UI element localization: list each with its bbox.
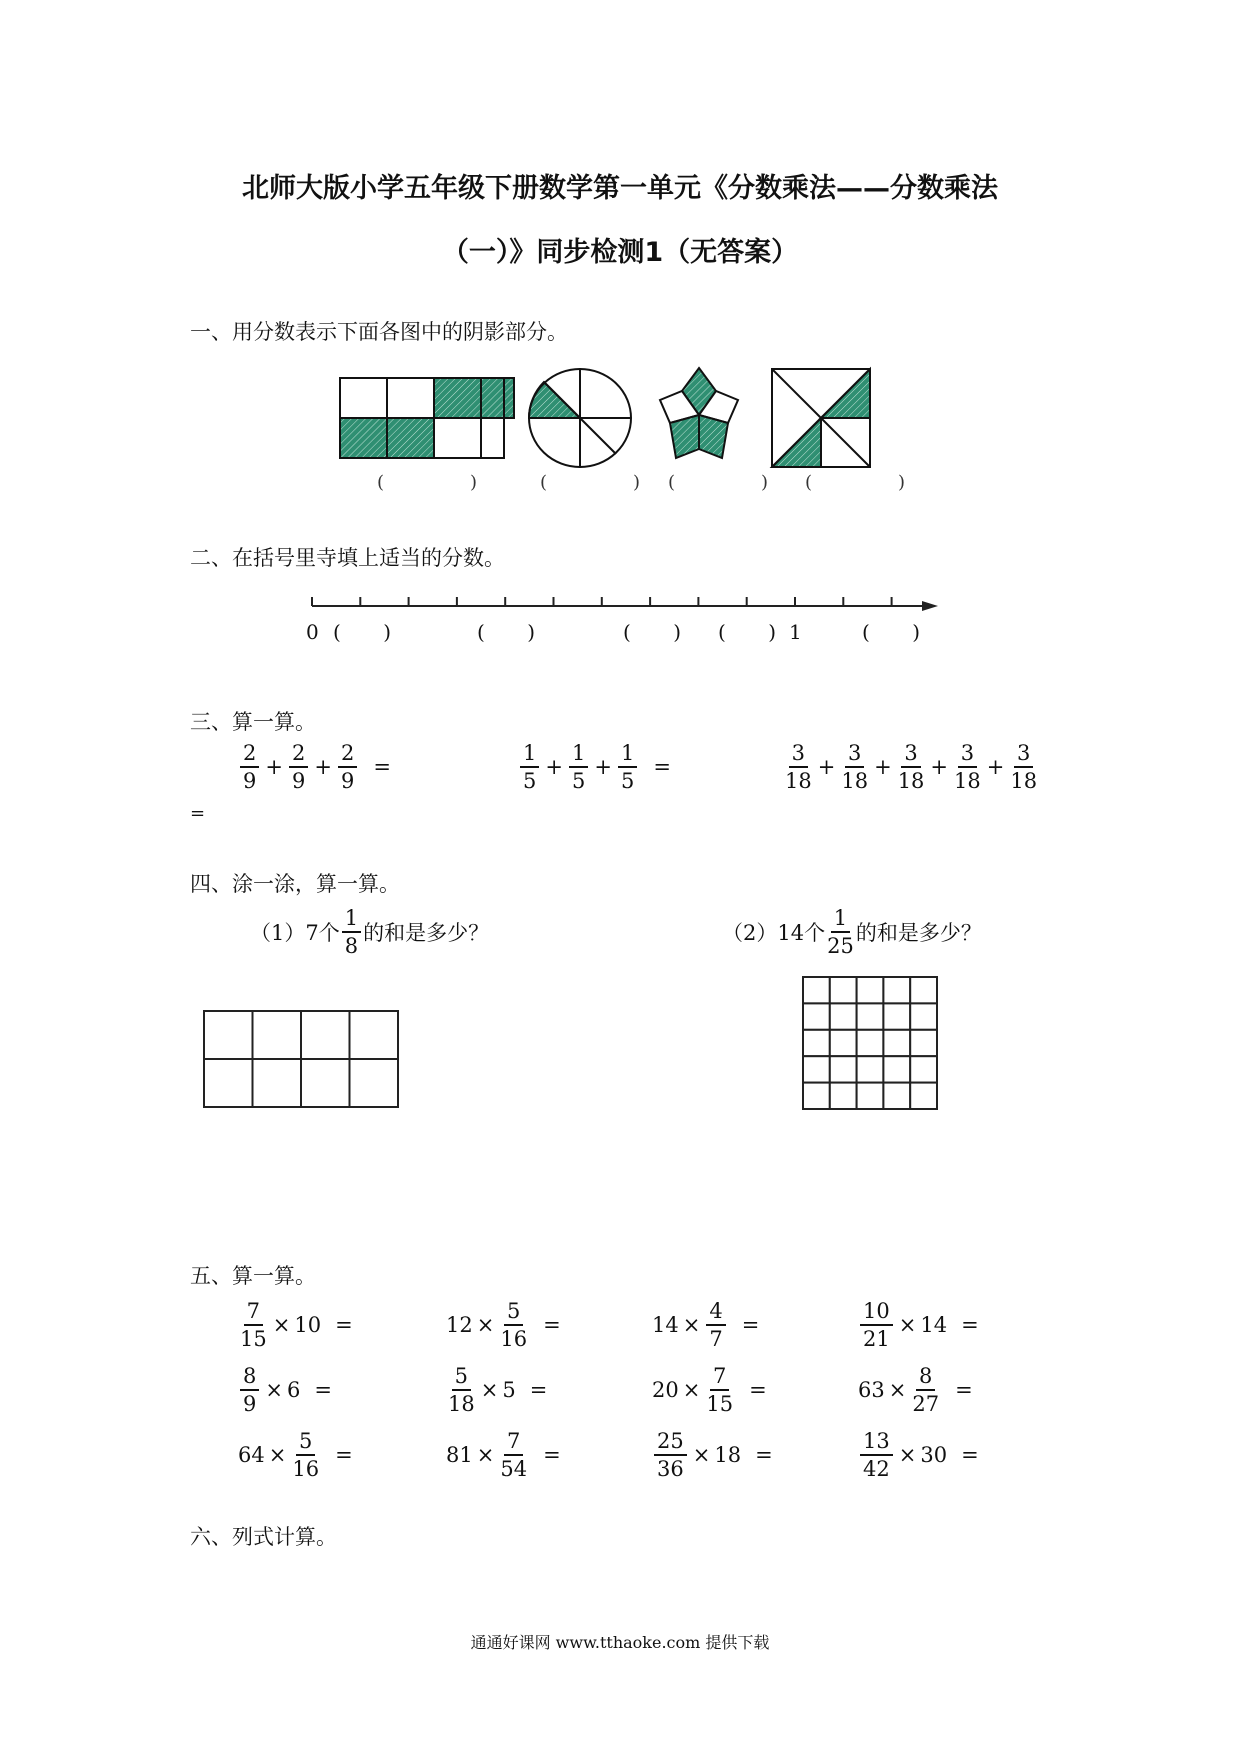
denominator: 18 [785, 769, 812, 793]
grid-2x4[interactable] [203, 1010, 399, 1108]
q2-prefix: （2）14个 [722, 921, 826, 945]
numerator: 2 [338, 740, 357, 768]
grid-5x5[interactable] [802, 976, 938, 1110]
multiplication-expression [652, 1363, 771, 1417]
grid-cell[interactable] [350, 1011, 399, 1059]
numerator: 3 [1014, 740, 1033, 768]
sum-expression-3 [783, 740, 1039, 794]
number-line-blank-3[interactable]: ( ) [623, 620, 681, 644]
grid-cell[interactable] [857, 977, 884, 1003]
whole-number: 81 [446, 1443, 473, 1467]
fraction [500, 1428, 527, 1482]
footer: 通通好课网 www.tthaoke.com 提供下载 [470, 1633, 770, 1652]
multiplication-expression [446, 1428, 565, 1482]
equals-sign: = [749, 1378, 767, 1402]
grid-cell[interactable] [857, 1030, 884, 1056]
times-sign: × [888, 1378, 907, 1402]
multiplication-expression [652, 1298, 763, 1352]
numerator: 1 [342, 905, 361, 933]
grid-cell[interactable] [301, 1011, 350, 1059]
whole-number: 64 [238, 1443, 265, 1467]
answer-blank-4[interactable]: ( ) [805, 472, 905, 493]
fraction [860, 1428, 893, 1482]
fraction [500, 1298, 527, 1352]
numerator: 3 [958, 740, 977, 768]
times-sign: × [480, 1378, 499, 1402]
fraction [342, 905, 361, 959]
zero-label: 0 [306, 620, 319, 644]
grid-cell[interactable] [204, 1011, 253, 1059]
grid-cell[interactable] [857, 1056, 884, 1082]
numerator: 1 [618, 740, 637, 768]
q2-suffix: 的和是多少？ [855, 921, 982, 945]
fraction [240, 1298, 267, 1352]
fraction [827, 905, 854, 959]
times-sign: × [682, 1378, 701, 1402]
grid-cell[interactable] [857, 1083, 884, 1109]
plus-sign: + [986, 755, 1005, 779]
grid-cell[interactable] [830, 1083, 857, 1109]
sum-expression-1 [238, 740, 395, 794]
whole-number: 14 [652, 1313, 679, 1337]
square-figure [772, 369, 870, 467]
fraction [954, 740, 981, 794]
equals-sign: = [741, 1313, 760, 1337]
one-label: 1 [789, 620, 802, 644]
times-sign: × [272, 1313, 291, 1337]
denominator: 36 [657, 1457, 684, 1481]
multiplication-expression [858, 1428, 983, 1482]
denominator: 25 [827, 934, 854, 958]
multiplication-expression [238, 1298, 357, 1352]
fraction [520, 740, 539, 794]
answer-blank-2[interactable]: ( ) [540, 472, 640, 493]
equals-sign: = [955, 1378, 973, 1402]
star-figure [660, 368, 738, 458]
grid-cell[interactable] [803, 1003, 830, 1029]
multiplication-expression [238, 1363, 336, 1417]
grid-cell[interactable] [883, 1030, 910, 1056]
circle-figure [529, 369, 631, 467]
denominator: 9 [243, 1392, 257, 1416]
whole-number: 20 [652, 1378, 679, 1402]
grid-cell[interactable] [830, 1056, 857, 1082]
wrapped-equals: = [190, 803, 206, 824]
answer-blank-1[interactable]: ( ) [377, 472, 477, 493]
denominator: 5 [571, 769, 586, 793]
whole-number: 30 [920, 1443, 948, 1467]
grid-cell[interactable] [803, 1030, 830, 1056]
fraction [706, 1298, 725, 1352]
q1-suffix: 的和是多少？ [363, 921, 490, 945]
numerator: 5 [504, 1298, 523, 1326]
plus-sign: + [314, 755, 332, 779]
grid-cell[interactable] [253, 1011, 302, 1059]
denominator: 54 [500, 1457, 528, 1481]
equals-sign: = [653, 755, 671, 779]
numerator: 8 [916, 1363, 935, 1391]
arrow-head [922, 601, 938, 611]
grid-cell[interactable] [857, 1003, 884, 1029]
grid-cell[interactable] [830, 1030, 857, 1056]
numerator: 5 [296, 1428, 315, 1456]
plus-sign: + [265, 755, 283, 779]
numerator: 25 [654, 1428, 687, 1456]
number-line-blank-4[interactable]: ( ) [718, 620, 776, 644]
grid-cell[interactable] [830, 1003, 857, 1029]
numerator: 7 [710, 1363, 729, 1391]
multiplication-expression [858, 1298, 983, 1352]
whole-number: 63 [858, 1378, 885, 1402]
grid-cell[interactable] [883, 1003, 910, 1029]
multiplication-expression [446, 1363, 551, 1417]
grid-cell[interactable] [204, 1059, 253, 1107]
denominator: 27 [912, 1392, 940, 1416]
number-line-blank-5[interactable]: ( ) [862, 620, 920, 644]
section-6-heading: 六、列式计算。 [190, 1525, 337, 1549]
times-sign: × [692, 1443, 711, 1467]
fraction [448, 1363, 475, 1417]
numerator: 7 [244, 1298, 263, 1326]
numerator: 3 [901, 740, 920, 768]
plus-sign: + [594, 755, 612, 779]
denominator: 18 [448, 1392, 475, 1416]
denominator: 5 [523, 769, 537, 793]
section-3-heading: 三、算一算。 [190, 710, 316, 734]
equals-sign: = [314, 1378, 332, 1402]
numerator: 7 [504, 1428, 523, 1456]
sum-expression-2 [518, 740, 675, 794]
grid-cell[interactable] [803, 977, 830, 1003]
fraction [338, 740, 357, 794]
equals-sign: = [961, 1443, 979, 1467]
times-sign: × [476, 1313, 495, 1337]
title-line-1: 北师大版小学五年级下册数学第一单元《分数乘法——分数乘法 [242, 173, 998, 204]
numerator: 10 [860, 1298, 893, 1326]
plus-sign: + [817, 755, 836, 779]
times-sign: × [476, 1443, 495, 1467]
whole-number: 12 [446, 1313, 473, 1337]
fraction [569, 740, 588, 794]
equals-sign: = [755, 1443, 773, 1467]
equals-sign: = [373, 755, 391, 779]
times-sign: × [898, 1313, 917, 1337]
q1-prefix: （1）7个 [250, 921, 340, 945]
grid-cell[interactable] [803, 1083, 830, 1109]
fraction [785, 740, 812, 794]
grid-cell[interactable] [883, 1083, 910, 1109]
numerator: 4 [706, 1298, 725, 1326]
multiplication-expression [652, 1428, 777, 1482]
grid-cell[interactable] [883, 1056, 910, 1082]
fraction [1010, 740, 1037, 794]
numerator: 2 [289, 740, 308, 768]
numerator: 8 [240, 1363, 259, 1391]
equals-sign: = [529, 1378, 548, 1402]
denominator: 21 [863, 1327, 890, 1351]
fraction [898, 740, 925, 794]
answer-blank-3[interactable]: ( ) [668, 472, 768, 493]
denominator: 18 [897, 769, 925, 793]
denominator: 9 [291, 769, 306, 793]
grid-cell[interactable] [910, 1083, 937, 1109]
equals-sign: = [335, 1313, 353, 1337]
grid-cell[interactable] [350, 1059, 399, 1107]
denominator: 8 [344, 934, 359, 958]
numerator: 5 [452, 1363, 471, 1391]
grid-cell[interactable] [830, 977, 857, 1003]
fraction [860, 1298, 893, 1352]
fraction [841, 740, 868, 794]
denominator: 18 [841, 769, 869, 793]
question-4-2 [722, 905, 982, 959]
denominator: 18 [954, 769, 981, 793]
section-4-heading: 四、涂一涂，算一算。 [190, 872, 400, 896]
fraction [240, 740, 259, 794]
title-line-2: （一）》同步检测1（无答案） [441, 237, 799, 268]
numerator: 1 [831, 905, 850, 933]
plus-sign: + [930, 755, 949, 779]
fraction [654, 1428, 687, 1482]
numerator: 3 [845, 740, 864, 768]
number-line-blank-1[interactable]: ( ) [333, 620, 391, 644]
whole-number: 10 [294, 1313, 322, 1337]
times-sign: × [898, 1443, 917, 1467]
denominator: 16 [292, 1457, 320, 1481]
numerator: 3 [789, 740, 808, 768]
plus-sign: + [545, 755, 563, 779]
times-sign: × [682, 1313, 701, 1337]
whole-number: 14 [920, 1313, 948, 1337]
numerator: 1 [569, 740, 588, 768]
grid-cell[interactable] [803, 1056, 830, 1082]
fraction [912, 1363, 939, 1417]
multiplication-expression [446, 1298, 565, 1352]
equals-sign: = [961, 1313, 979, 1337]
times-sign: × [265, 1378, 283, 1402]
equals-sign: = [335, 1443, 353, 1467]
section-1-heading: 一、用分数表示下面各图中的阴影部分。 [190, 320, 568, 344]
grid-cell[interactable] [910, 1003, 937, 1029]
denominator: 42 [863, 1457, 890, 1481]
multiplication-expression [858, 1363, 977, 1417]
fraction [292, 1428, 319, 1482]
grid-cell[interactable] [253, 1059, 302, 1107]
numerator: 13 [860, 1428, 893, 1456]
section-2-heading: 二、在括号里寺填上适当的分数。 [190, 546, 505, 570]
denominator: 18 [1010, 769, 1038, 793]
fraction [618, 740, 637, 794]
denominator: 15 [240, 1327, 267, 1351]
whole-number: 5 [502, 1378, 516, 1402]
whole-number: 18 [714, 1443, 742, 1467]
grid-cell[interactable] [301, 1059, 350, 1107]
numerator: 1 [520, 740, 539, 768]
denominator: 16 [500, 1327, 528, 1351]
plus-sign: + [874, 755, 892, 779]
grid-cell[interactable] [910, 1030, 937, 1056]
fraction [240, 1363, 259, 1417]
grid-cell[interactable] [910, 977, 937, 1003]
rectangle-figure [340, 378, 514, 458]
denominator: 5 [620, 769, 635, 793]
section-5-heading: 五、算一算。 [190, 1264, 316, 1288]
denominator: 9 [243, 769, 257, 793]
denominator: 9 [340, 769, 355, 793]
numerator: 2 [240, 740, 259, 768]
question-4-1 [250, 905, 489, 959]
multiplication-expression [238, 1428, 357, 1482]
grid-cell[interactable] [883, 977, 910, 1003]
fraction [289, 740, 308, 794]
equals-sign: = [543, 1313, 561, 1337]
fraction [706, 1363, 733, 1417]
denominator: 15 [706, 1392, 734, 1416]
denominator: 7 [709, 1327, 723, 1351]
grid-cell[interactable] [910, 1056, 937, 1082]
whole-number: 6 [286, 1378, 301, 1402]
number-line [300, 590, 950, 620]
times-sign: × [268, 1443, 287, 1467]
number-line-blank-2[interactable]: ( ) [477, 620, 535, 644]
equals-sign: = [543, 1443, 561, 1467]
